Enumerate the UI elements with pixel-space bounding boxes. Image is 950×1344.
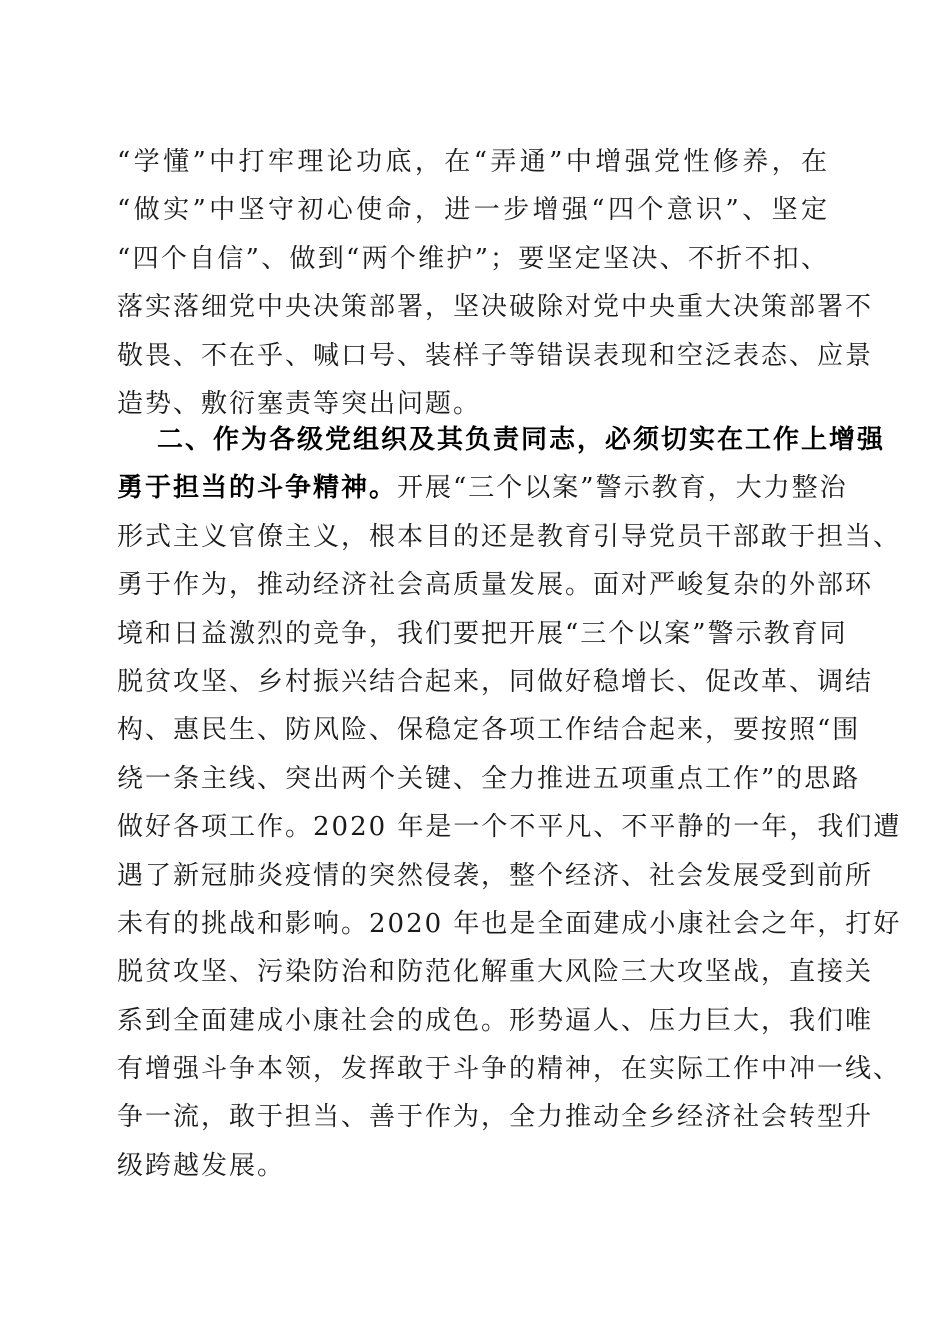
- section-heading: 二、作为各级党组织及其负责同志，必须切实在工作上增强: [157, 425, 886, 455]
- paragraph-continuation: [117, 138, 874, 428]
- text-line: 境和日益激烈的竞争，我们要把开展“三个以案”警示教育同: [117, 618, 848, 649]
- text-line: 脱贫攻坚、污染防治和防范化解重大风险三大攻坚战，直接关: [117, 957, 874, 988]
- text-line: “做实”中坚守初心使命，进一步增强“四个意识”、坚定: [117, 195, 829, 226]
- text-line: 落实落细党中央决策部署，坚决破除对党中央重大决策部署不: [117, 292, 874, 323]
- text-line: [117, 464, 848, 512]
- text-line: “学懂”中打牢理论功底，在“弄通”中增强党性修养，在: [117, 147, 829, 177]
- text-line: 系到全面建成小康社会的成色。形势逼人、压力巨大，我们唯: [117, 1005, 874, 1036]
- text-line: 脱贫攻坚、乡村振兴结合起来，同做好稳增长、促改革、调结: [117, 666, 874, 697]
- text-line: 遇了新冠肺炎疫情的突然侵袭，整个经济、社会发展受到前所: [117, 860, 874, 891]
- text-line: 争一流，敢于担当、善于作为，全力推动全乡经济社会转型升: [117, 1102, 874, 1133]
- text-line: 形式主义官僚主义，根本目的还是教育引导党员干部敢于担当、: [117, 521, 902, 552]
- paragraph-section-two: [117, 416, 902, 1190]
- text-line: 级跨越发展。: [117, 1150, 286, 1181]
- text-line: 造势、敷衍塞责等突出问题。: [117, 388, 482, 419]
- text-line: 绕一条主线、突出两个关键、全力推进五项重点工作”的思路: [117, 763, 861, 794]
- section-heading-line: [117, 416, 886, 464]
- text-line: 做好各项工作。2020 年是一个不平凡、不平静的一年，我们遭: [117, 812, 902, 843]
- text-line: 有增强斗争本领，发挥敢于斗争的精神，在实际工作中冲一线、: [117, 1054, 902, 1085]
- text-line: 构、惠民生、防风险、保稳定各项工作结合起来，要按照“围: [117, 715, 861, 746]
- section-heading-tail: 勇于担当的斗争精神。: [117, 473, 398, 504]
- text-line: “四个自信”、做到“两个维护”；要坚定坚决、不折不扣、: [117, 243, 829, 274]
- text-line: 未有的挑战和影响。2020 年也是全面建成小康社会之年，打好: [117, 908, 902, 939]
- text-line: 勇于作为，推动经济社会高质量发展。面对严峻复杂的外部环: [117, 570, 874, 601]
- text-line: 敬畏、不在乎、喊口号、装样子等错误表现和空泛表态、应景: [117, 340, 874, 371]
- line-text: 开展“三个以案”警示教育，大力整治: [397, 473, 848, 504]
